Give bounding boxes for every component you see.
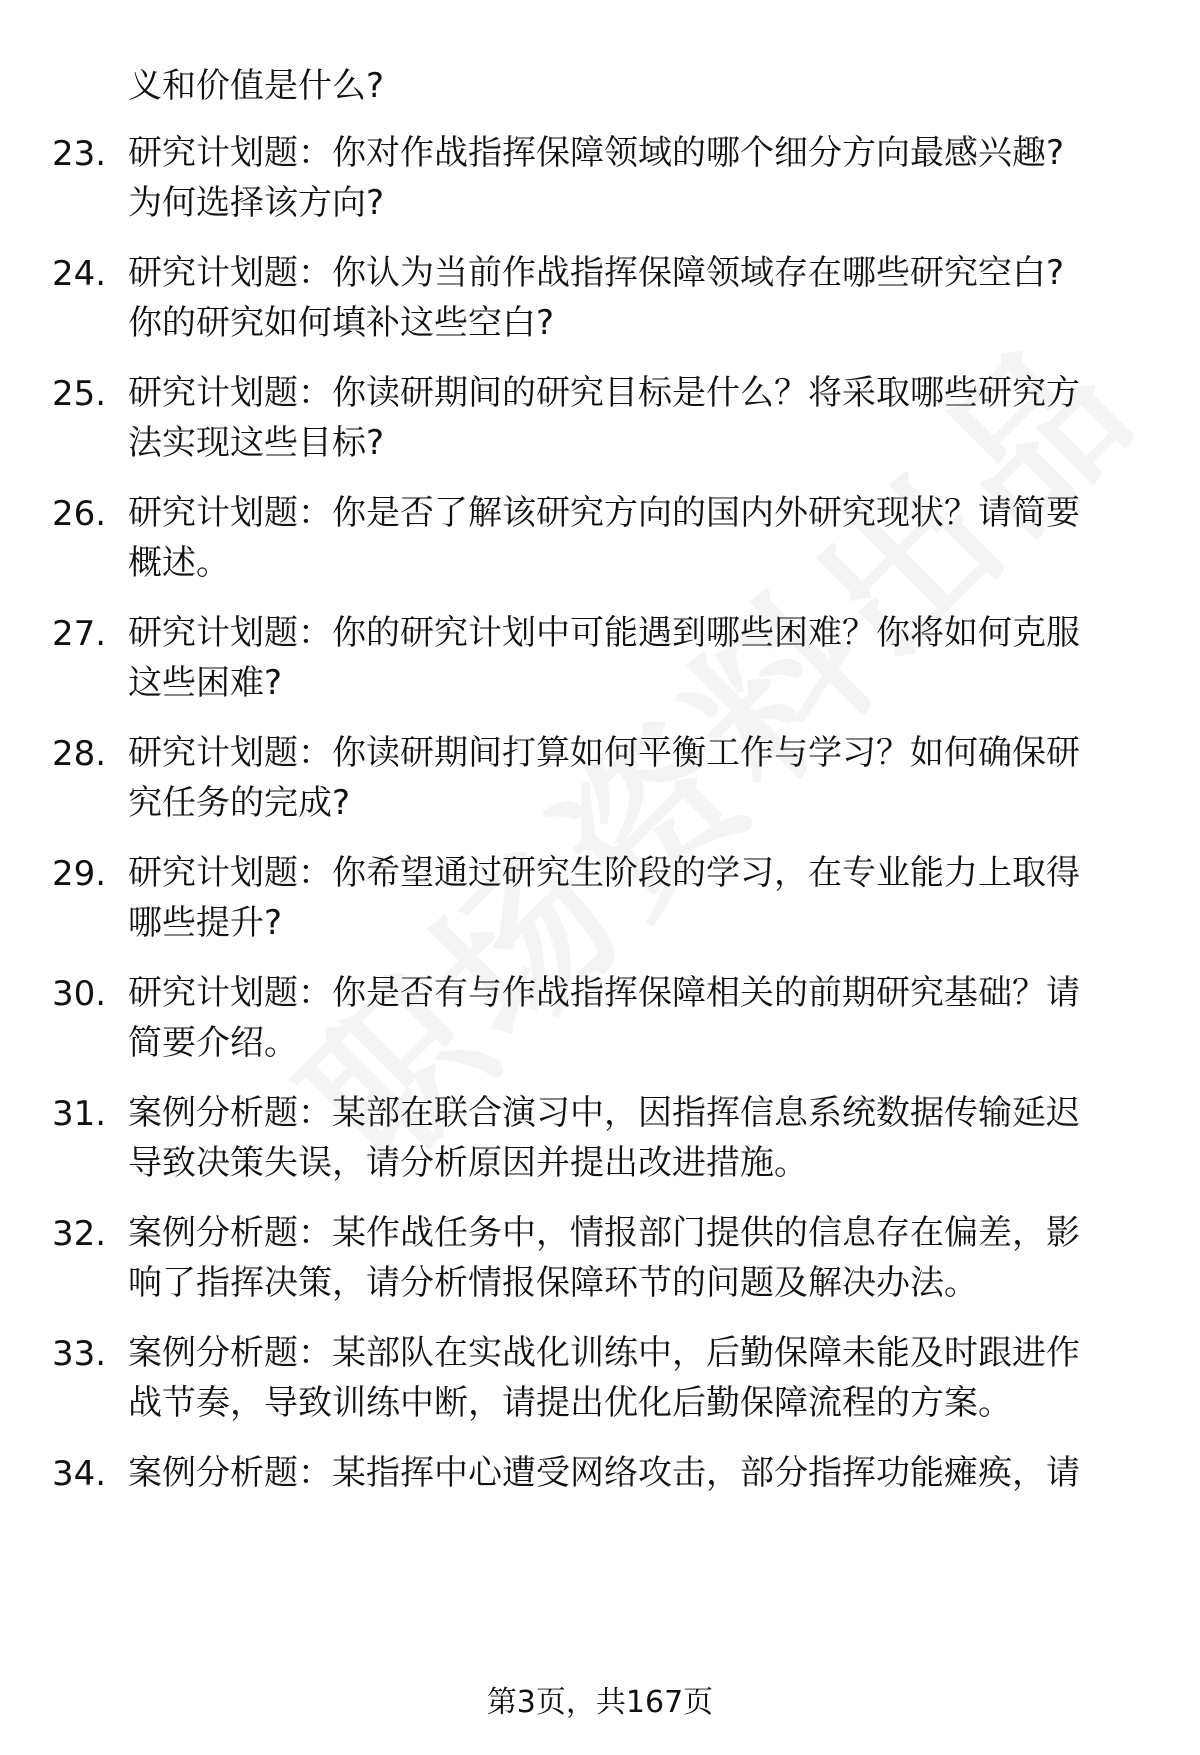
question-number: 27.: [52, 614, 107, 654]
question-text-line1: 研究计划题：你是否有与作战指挥保障相关的前期研究基础？请: [128, 973, 1080, 1013]
question-text-line1: 研究计划题：你的研究计划中可能遇到哪些困难？你将如何克服: [128, 613, 1080, 653]
question-text-line2: 为何选择该方向?: [128, 183, 385, 223]
question-number: 25.: [52, 374, 107, 414]
question-text-line1: 研究计划题：你对作战指挥保障领域的哪个细分方向最感兴趣?: [128, 133, 1065, 173]
question-text-line2: 这些困难?: [128, 663, 283, 703]
question-text-line2: 概述。: [128, 543, 230, 583]
question-number: 28.: [52, 734, 107, 774]
page-footer: 第3页，共167页: [486, 1685, 714, 1720]
question-text-line1: 研究计划题：你读研期间的研究目标是什么？将采取哪些研究方: [128, 373, 1080, 413]
question-text-line1: 研究计划题：你是否了解该研究方向的国内外研究现状？请简要: [128, 493, 1080, 533]
question-text-line1: 研究计划题：你读研期间打算如何平衡工作与学习？如何确保研: [128, 733, 1080, 773]
question-text-line2: 哪些提升?: [128, 903, 283, 943]
question-text-line1: 研究计划题：你认为当前作战指挥保障领域存在哪些研究空白?: [128, 253, 1065, 293]
question-text-line1: 案例分析题：某部在联合演习中，因指挥信息系统数据传输延迟: [128, 1093, 1080, 1133]
question-number: 32.: [52, 1214, 107, 1254]
question-number: 31.: [52, 1094, 107, 1134]
question-number: 24.: [52, 254, 107, 294]
question-number: 26.: [52, 494, 107, 534]
question-text-line1: 案例分析题：某作战任务中，情报部门提供的信息存在偏差，影: [128, 1213, 1080, 1253]
question-text-line2: 战节奏，导致训练中断，请提出优化后勤保障流程的方案。: [128, 1383, 1012, 1423]
question-text-line2: 响了指挥决策，请分析情报保障环节的问题及解决办法。: [128, 1263, 978, 1303]
question-number: 33.: [52, 1334, 107, 1374]
question-text-line1: 研究计划题：你希望通过研究生阶段的学习，在专业能力上取得: [128, 853, 1080, 893]
question-text-line2: 究任务的完成?: [128, 783, 351, 823]
question-text-line1: 案例分析题：某部队在实战化训练中，后勤保障未能及时跟进作: [128, 1333, 1080, 1373]
continuation-text: 义和价值是什么?: [128, 66, 385, 106]
question-text-line2: 你的研究如何填补这些空白?: [128, 303, 555, 343]
question-number: 23.: [52, 134, 107, 174]
question-text-line2: 法实现这些目标?: [128, 423, 385, 463]
question-text-line2: 导致决策失误，请分析原因并提出改进措施。: [128, 1143, 808, 1183]
question-number: 29.: [52, 854, 107, 894]
question-text-line1: 案例分析题：某指挥中心遭受网络攻击，部分指挥功能瘫痪，请: [128, 1453, 1080, 1493]
question-number: 34.: [52, 1454, 107, 1494]
question-number: 30.: [52, 974, 107, 1014]
question-text-line2: 简要介绍。: [128, 1023, 298, 1063]
